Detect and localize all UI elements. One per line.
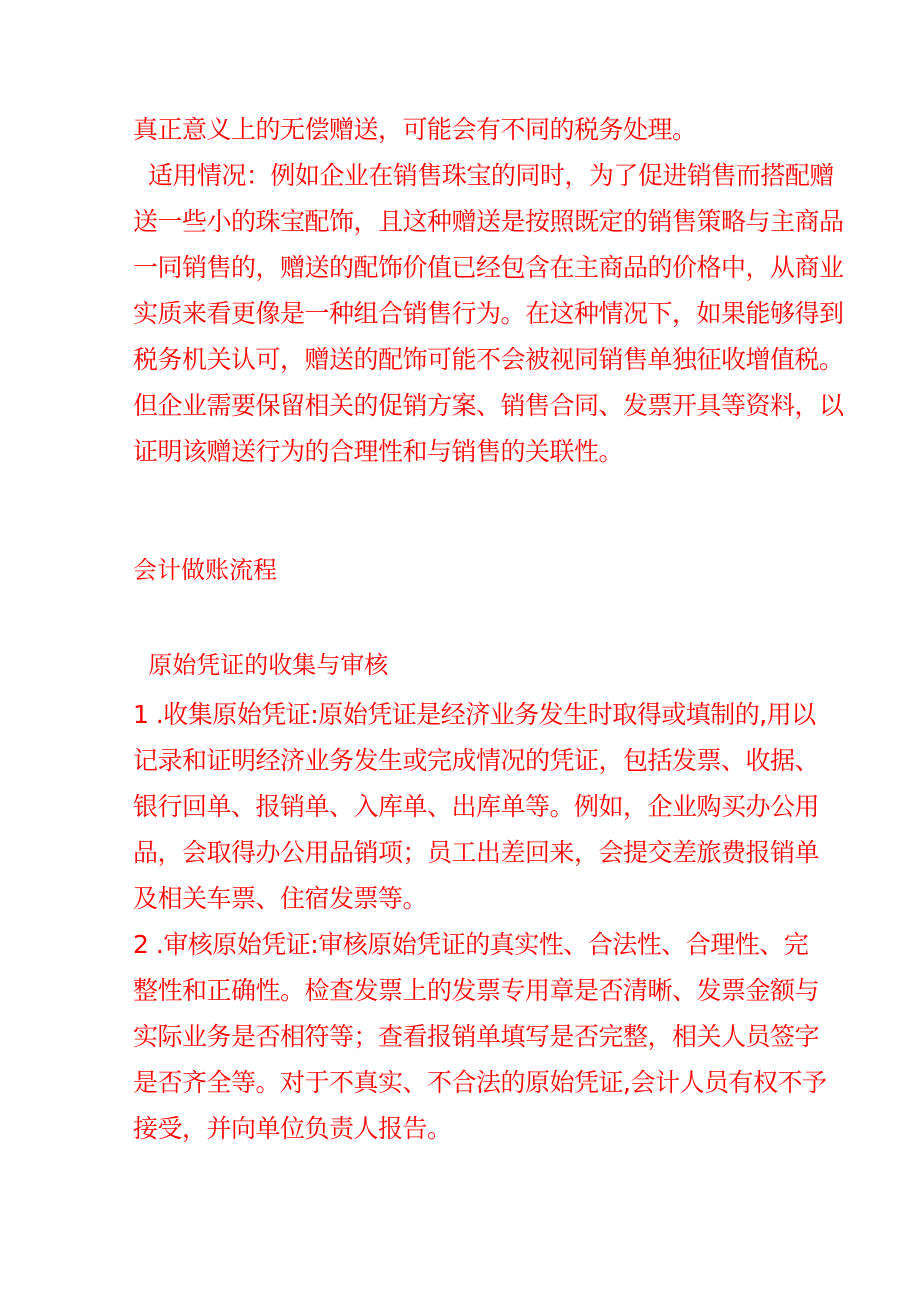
text-line: 真正意义上的无偿赠送，可能会有不同的税务处理。 <box>133 115 697 144</box>
section-tax-paragraph <box>133 107 844 475</box>
text-line: 银行回单、报销单、入库单、出库单等。例如，企业购买办公用 <box>133 792 820 821</box>
text-line: 税务机关认可，赠送的配饰可能不会被视同销售单独征收增值税。 <box>133 345 844 374</box>
text-line: 2 .审核原始凭证:审核原始凭证的真实性、合法性、合理性、完 <box>133 930 809 959</box>
text-line: 记录和证明经济业务发生或完成情况的凭证，包括发票、收据、 <box>133 746 820 775</box>
text-line: 品，会取得办公用品销项；员工出差回来，会提交差旅费报销单 <box>133 838 820 867</box>
text-line: 1 .收集原始凭证:原始凭证是经济业务发生时取得或填制的,用以 <box>133 700 816 729</box>
heading-accounting-process: 会计做账流程 <box>133 556 277 584</box>
text-line: 实际业务是否相符等；查看报销单填写是否完整，相关人员签字 <box>133 1022 820 1051</box>
text-line: 一同销售的，赠送的配饰价值已经包含在主商品的价格中，从商业 <box>133 253 844 282</box>
text-line: 接受，并向单位负责人报告。 <box>133 1114 452 1143</box>
text-line: 是否齐全等。对于不真实、不合法的原始凭证,会计人员有权不予 <box>133 1068 827 1097</box>
text-line: 实质来看更像是一种组合销售行为。在这种情况下，如果能够得到 <box>133 299 844 328</box>
text-line: 但企业需要保留相关的促销方案、销售合同、发票开具等资料，以 <box>133 391 844 420</box>
text-line: 证明该赠送行为的合理性和与销售的关联性。 <box>133 437 624 466</box>
subheading-original-vouchers: 原始凭证的收集与审核 <box>133 651 389 679</box>
text-line: 适用情况：例如企业在销售珠宝的同时，为了促进销售而搭配赠 <box>133 161 834 190</box>
section-voucher-steps <box>133 692 827 1152</box>
text-line: 送一些小的珠宝配饰，且这种赠送是按照既定的销售策略与主商品 <box>133 207 844 236</box>
text-line: 及相关车票、住宿发票等。 <box>133 884 428 913</box>
text-line: 整性和正确性。检查发票上的发票专用章是否清晰、发票金额与 <box>133 976 820 1005</box>
